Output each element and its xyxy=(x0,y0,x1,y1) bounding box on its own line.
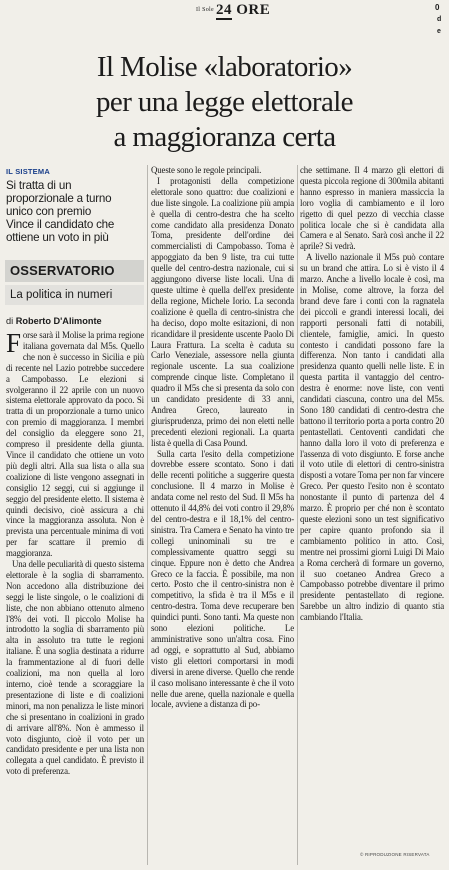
byline-author: Roberto D'Alimonte xyxy=(15,316,102,326)
masthead xyxy=(0,0,449,40)
masthead-edge-text-mid: d xyxy=(437,16,442,23)
paragraph: I protagonisti della competizione elettorale sono quattro: due coalizioni e due liste singole. La coalizione più ampia è quella di centro-destra che ha scelto come candidato alla presidenza Donato Toma, presidente dell'ordine dei commercialisti di Campobasso. Toma è appoggiato da ben 9 liste, tra cui tutte quelle del centro-destra nazionale, cui si aggiungono diverse liste locali. Una di queste ultime è quella dell'ex presidente della regione, Michele Iorio. La seconda coalizione è quella di centro-sinistra che ha deciso, dopo molte esitazioni, di non ricandidare il presidente uscente Paolo Di Laura Frattura. La scelta è caduta su Carlo Veneziale, assessore nella giunta regionale uscente. La sua coalizione comprende cinque liste. Completano il quadro il M5s che si presenta da solo con un candidato presidente di 33 anni, Andrea Greco, laureato in giurisprudenza, primo dei non eletti nelle precedenti elezioni regionali. La quarta lista è quella di Casa Pound. xyxy=(151,175,294,448)
paragraph: A livello nazionale il M5s può contare su un brand che attira. Lo si è visto il 4 marzo. Anche a livello locale è così, ma in Molise, come altrove, la forza del brand deve fare i conti con la ragnatela dei piccoli e grandi interessi locali, dei rapporti personali fatti di notabili, clientele, famiglie, amici. In questo contesto i candidati possono fare la differenza. Non tanto i candidati alla presidenza quanto quelli nelle liste. E in questa partita il vantaggio del centro-destra è enorme: nove liste, con venti candidati ciascuna, contro una del M5s. Sono 180 candidati di centro-destra che battono il territorio porta a porta contro 20 pentastellati. Centoventi candidati che hanno dalla loro il voto di preferenza e l'assenza di voto disgiunto. E forse anche il voto utile di elettori di centro-sinistra disposti a votare Toma per non far vincere Greco. Per questo l'esito non è scontato nonostante il punto di partenza del 4 marzo. È proprio per ché non è scontato queste elezioni sono un test significativo per capire quanto profondo sia il cambiamento politico in atto. Così, mentre nei prossimi giorni Luigi Di Maio a Roma cercherà di formare un governo, il suo coetaneo Andrea Greco a Campobasso potrebbe diventare il primo presidente pentastellato di regione. Sarebbe un altro indizio di quanto stia cambiando l'Italia. xyxy=(300,252,444,623)
headline-line-2: per una legge elettorale xyxy=(96,86,353,118)
masthead-logo-number: 24 xyxy=(216,2,232,18)
paragraph: Sulla carta l'esito della competizione dovrebbe essere scontato. Sono i dati delle recenti politiche a suggerire questa conclusione. Il 4 marzo in Molise è andata come nel resto del Sud. Il M5s ha ottenuto il 44,8% dei voti contro il 29,8% del centro-destra e il 18,1% del centro-sinistra. Tra Camera e Senato ha vinto tre collegi uninominali su tre e complessivamente quattro seggi su cinque. Eppure non è detto che Andrea Greco ce la faccia. È possibile, ma non certo. Posto che il centro-sinistra non è competitivo, la sfida è tra il M5s e il centro-destra. Toma deve recuperare ben quindici punti. Sono tanti. Ma queste non sono elezioni politiche. Le amministrative sono un'altra cosa. Fino ad oggi, e soprattutto al Sud, abbiamo visto gli elettori comportarsi in modi diversi in arene diverse. Quello che rende il caso molisano interessante è che il voto nelle due arene, quella nazionale e quella locale, avviene a distanza di po- xyxy=(151,448,294,710)
paragraph xyxy=(6,330,144,559)
subhead-line-2: proporzionale a turno xyxy=(6,192,112,205)
article-column-3 xyxy=(300,165,444,623)
masthead-logo xyxy=(216,2,270,19)
section-kicker: IL SISTEMA xyxy=(6,167,50,176)
masthead-il-sole: Il Sole xyxy=(196,7,214,13)
article-column-2 xyxy=(151,165,294,710)
article-headline xyxy=(0,50,449,155)
masthead-edge-text-bottom: e xyxy=(437,28,441,35)
column-divider xyxy=(297,165,298,865)
paragraph: che settimane. Il 4 marzo gli elettori di questa piccola regione di 300mila abitanti hanno espresso in maniera massiccia la loro voglia di cambiamento e il loro rigetto di quel pezzo di vecchia classe politica locale che si è candidata alla Camera e al Senato. Sarà così anche il 22 aprile? Si vedrà. xyxy=(300,165,444,252)
rubric-subtitle: La politica in numeri xyxy=(5,285,144,305)
byline-prefix: di xyxy=(6,316,14,326)
paragraph: Una delle peculiarità di questo sistema elettorale è la soglia di sbarramento. Non accedono alla distribuzione dei seggi le liste singole, o le coalizioni di liste, che non abbiano ottenuto almeno l'8% dei voti. Il piccolo Molise ha introdotto la soglia di sbarramento più alta in assoluto tra tutte le regioni italiane. È una soglia destinata a ridurre la frammentazione al di fuori delle coalizioni, ma non quella al loro interno, cioè tende a scoraggiare la presentazione di liste e di coalizioni minori, ma non penalizza le liste minori che si presentano in coalizioni in grado di arrivare all'8%. Non è ammesso il voto disgiunto, cioè il voto per un candidato presidente e per una lista non collegata a quel candidato. È previsto il voto di preferenza. xyxy=(6,559,144,777)
paragraph: Queste sono le regole principali. xyxy=(151,165,262,175)
masthead-logo-word: ORE xyxy=(236,2,271,18)
dropcap: F xyxy=(6,328,21,358)
column-divider xyxy=(147,165,148,865)
subheadline xyxy=(6,179,146,244)
headline-line-3: a maggioranza certa xyxy=(113,121,336,153)
headline-line-1: Il Molise «laboratorio» xyxy=(96,51,353,83)
article-column-1 xyxy=(6,330,144,777)
subhead-line-4: Vince il candidato che xyxy=(6,218,115,231)
subhead-line-3: unico con premio xyxy=(6,205,92,218)
byline xyxy=(6,316,102,326)
rubric-title: OSSERVATORIO xyxy=(5,260,144,282)
masthead-edge-text-top: 0 xyxy=(435,3,440,12)
subhead-line-1: Si tratta di un xyxy=(6,179,72,192)
paragraph-text: orse sarà il Molise la prima regione italiana governata dal M5s. Quello che non è successo in Sicilia e più di recente nel Lazio potrebbe succedere a Campobasso. Le elezioni si svolgeranno il 22 aprile con un nuovo sistema elettorale approvato da poco. Si tratta di un proporzionale a turno unico con premio di maggioranza. I membri del consiglio da eleggere sono 21, compreso il presidente della giunta. Vince il candidato che ottiene un voto più degli altri. Alla sua lista o alla sua coalizione di liste vengono assegnati in consiglio 12 seggi, cui si aggiunge il seggio del presidente eletto. Il sistema è quindi decisivo, cioè assicura a chi vince la maggioranza assoluta. Non è prevista una percentuale minima di voti per far scattare il premio di maggioranza. xyxy=(6,330,144,559)
copyright-credit: © RIPRODUZIONE RISERVATA xyxy=(360,852,430,857)
subhead-line-5: ottiene un voto in più xyxy=(6,231,109,244)
